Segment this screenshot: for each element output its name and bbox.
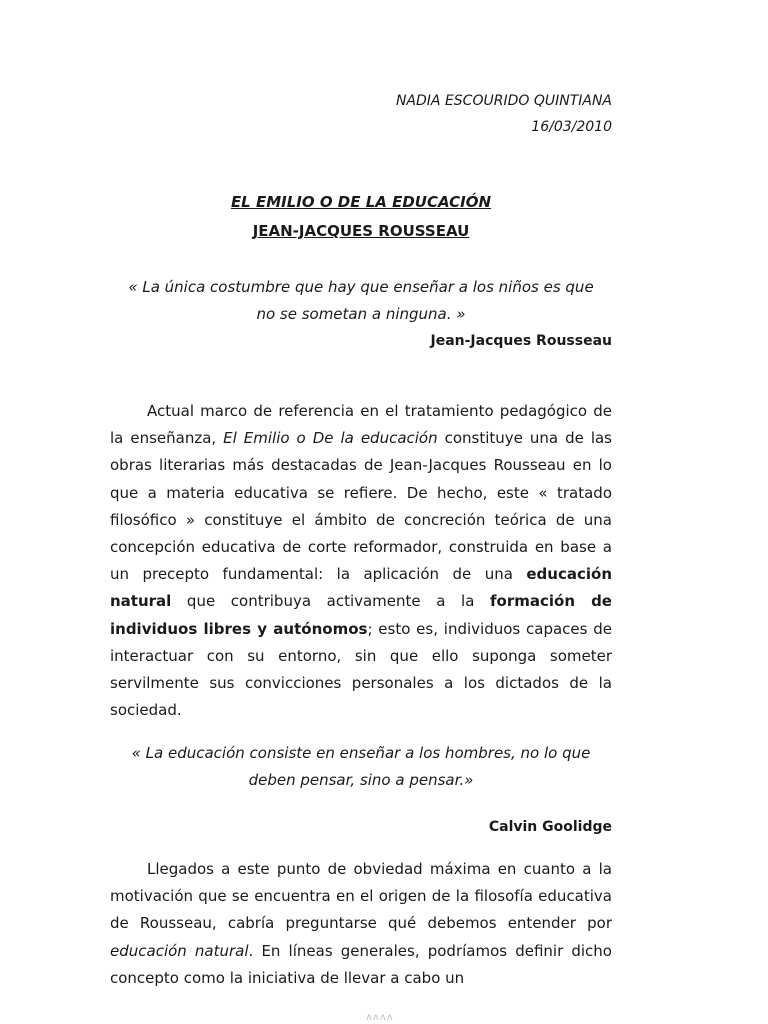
epigraph-quote [110, 274, 612, 328]
work-title: EL EMILIO O DE LA EDUCACIÓN [230, 193, 492, 211]
p1-text-2: constituye una de las obras literarias más destacadas de Jean-Jacques Rousseau en lo que a materia educativa se refiere. De hecho, este « tratado filosófico » constituye el ámbito de concreción teórica de una concepción educativa de corte reformador, construida en base a un precepto fundamental: la aplicación de una [110, 429, 612, 584]
second-quote-attribution: Calvin Goolidge [488, 819, 612, 835]
epigraph-line-1: « La única costumbre que hay que enseñar a los niños es que [128, 278, 594, 296]
p1-text-1: Actual marco de referencia en el tratamiento pedagógico de la enseñanza, [110, 402, 612, 448]
epigraph-line-2: no se sometan a ninguna. » [256, 305, 466, 323]
document-header [396, 88, 612, 140]
work-author-title: JEAN-JACQUES ROUSSEAU [252, 222, 470, 240]
p2-text-1: Llegados a este punto de obviedad máxima en cuanto a la motivación que se encuentra en el origen de la filosofía educativa de Rousseau, cabría preguntarse qué debemos entender por [110, 860, 612, 933]
p1-italic-title: El Emilio o De la educación [223, 429, 438, 448]
p2-italic-term: educación natural [110, 941, 249, 960]
p2-text-2: . En líneas generales, podríamos definir dicho concepto como la iniciativa de llevar a cabo un [110, 941, 612, 987]
header-author: NADIA ESCOURIDO QUINTIANA [395, 93, 612, 109]
second-quote-line-2: deben pensar, sino a pensar.» [248, 771, 474, 789]
p1-text-3: que contribuya activamente a la [171, 592, 491, 611]
body-paragraph-1 [110, 398, 612, 724]
document-titles [110, 188, 612, 246]
header-date: 16/03/2010 [531, 119, 612, 135]
footer-mark: ᴧᴧᴧᴧ [366, 1012, 394, 1023]
p1-bold-2: formación de individuos libres y autónomos [110, 592, 612, 638]
second-quote-line-1: « La educación consiste en enseñar a los hombres, no lo que [131, 744, 591, 762]
epigraph-attribution: Jean-Jacques Rousseau [430, 333, 612, 349]
second-quote [110, 740, 612, 794]
body-paragraph-2 [110, 856, 612, 992]
p1-text-4: ; esto es, individuos capaces de interactuar con su entorno, sin que ello suponga someter servilmente sus convicciones personales a los dictados de la sociedad. [110, 619, 612, 720]
p1-bold-1: educación natural [110, 565, 612, 611]
